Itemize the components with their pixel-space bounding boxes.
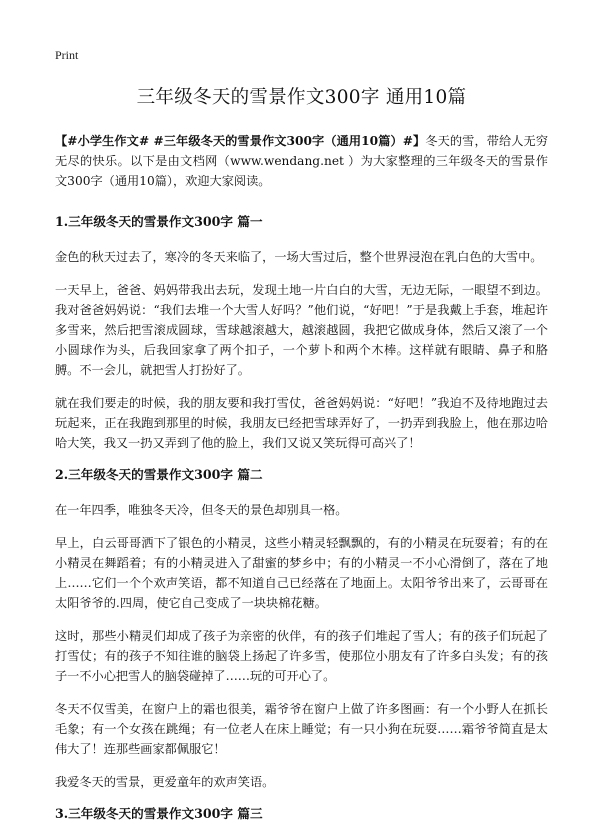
section-1 (55, 213, 548, 453)
section-heading: 1.三年级冬天的雪景作文300字 篇一 (55, 214, 263, 229)
section-heading: 2.三年级冬天的雪景作文300字 篇二 (55, 467, 263, 482)
section-heading: 3.三年级冬天的雪景作文300字 篇三 (55, 806, 263, 821)
paragraph: 我爱冬天的雪景，更爱童年的欢声笑语。 (55, 775, 275, 789)
page-title: 三年级冬天的雪景作文300字 通用10篇 (136, 87, 467, 108)
paragraph: 在一年四季，唯独冬天冷，但冬天的景色却别具一格。 (55, 503, 348, 517)
paragraph: 金色的秋天过去了，寒冷的冬天来临了，一场大雪过后，整个世界浸泡在乳白色的大雪中。 (55, 250, 543, 264)
paragraph: 这时，那些小精灵们却成了孩子为亲密的伙伴，有的孩子们堆起了雪人；有的孩子们玩起了打雪仗；有的孩子不知往谁的脑袋上扬起了许多雪，使那位小朋友有了许多白头发；有的孩子一不小心把雪人的脑袋碰掉了……玩的可开心了。 (55, 629, 548, 683)
intro-text: 冬天的雪，带给人无穷无尽的快乐。以下是由文档网（www.wendang.net ）为大家整理的三年级冬天的雪景作文300字（通用10篇），欢迎大家阅读。 (55, 134, 549, 188)
section-2 (55, 466, 548, 792)
intro-paragraph (55, 131, 548, 191)
print-link[interactable]: Print (55, 48, 79, 62)
paragraph: 冬天不仅雪美，在窗户上的霜也很美，霜爷爷在窗户上做了许多图画：有一个小野人在抓长毛象；有一个女孩在跳绳；有一位老人在床上睡觉；有一只小狗在玩耍……霜爷爷简直是太伟大了！连那些画家都佩服它！ (55, 702, 548, 756)
section-3 (55, 805, 548, 823)
paragraph: 就在我们要走的时候，我的朋友要和我打雪仗，爸爸妈妈说：“好吧！”我迫不及待地跑过去玩起来，正在我跑到那里的时候，我朋友已经把雪球弄好了，一扔弄到我脸上，他在那边哈哈大笑，我又一扔又弄到了他的脸上，我们又说又笑玩得可高兴了！ (55, 396, 548, 450)
paragraph: 一天早上，爸爸、妈妈带我出去玩，发现土地一片白白的大雪，无边无际，一眼望不到边。我对爸爸妈妈说：“我们去堆一个大雪人好吗？”他们说，“好吧！”于是我戴上手套，堆起许多雪来，然后把雪滚成圆球，雪球越滚越大，越滚越圆，我把它做成身体，然后又滚了一个小圆球作为头，后我回家拿了两个扣子，一个萝卜和两个木棒。这样就有眼睛、鼻子和胳膊。不一会儿，就把雪人打扮好了。 (55, 283, 548, 377)
paragraph: 早上，白云哥哥洒下了银色的小精灵，这些小精灵轻飘飘的，有的小精灵在玩耍着；有的在小精灵在舞蹈着；有的小精灵进入了甜蜜的梦乡中；有的小精灵一不小心滑倒了，落在了地上……它们一个个欢声笑语，都不知道自己已经落在了地面上。太阳爷爷出来了，云哥哥在太阳爷爷的.四周，使它自己变成了一块块棉花糖。 (55, 536, 548, 610)
intro-tag: 【#小学生作文# #三年级冬天的雪景作文300字（通用10篇）#】 (55, 134, 426, 148)
